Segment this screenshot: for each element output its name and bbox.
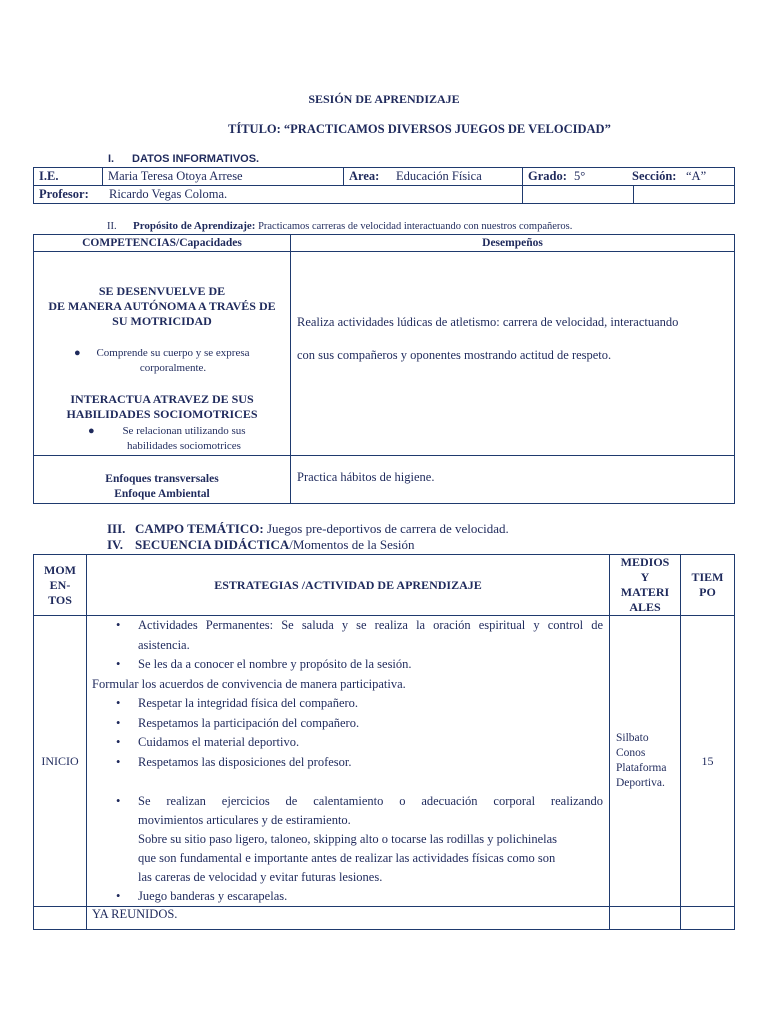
actividades-list [92,616,603,907]
enfoque-desc: Practica hábitos de higiene. [297,470,435,484]
competencias-cell [34,252,291,456]
acuerdo-text: Cuidamos el material deportivo. [138,735,300,749]
desempeno-line-2: con sus compañeros y oponentes mostrando actitud de respeto. [297,348,612,362]
competencias-row [34,252,735,456]
medios-header-line: MATERI [620,585,670,599]
medio-item: Plataforma [616,762,667,774]
calentamiento-text-cont: las careras de velocidad y evitar futuras lesiones. [138,870,383,884]
formular-text: Formular los acuerdos de convivencia de manera participativa. [92,676,406,691]
medios-header-line: Y [640,570,650,584]
seccion-label: Sección: [632,169,677,183]
bullet-icon: • [116,696,121,710]
bullet-icon: ● [74,347,81,359]
activity-text: Se les da a conocer el nombre y propósito de la sesión. [138,657,412,671]
secuencia-line [107,537,415,553]
competencia-2 [34,392,290,422]
competencia-1-line: DE MANERA AUTÓNOMA A TRAVÉS DE [48,299,276,313]
proposito-line [107,220,572,232]
acuerdo-item [92,733,603,753]
momentos-header-line: MOM [44,562,76,577]
proposito-label: Propósito de Aprendizaje: [133,220,256,232]
secuencia-suffix: /Momentos de la Sesión [289,537,415,552]
secuencia-table [33,554,735,930]
competencia-2-line: INTERACTUA ATRAVEZ DE SUS [70,392,254,406]
actividades-cell [87,616,610,907]
enfoque-desc-cell [291,456,735,504]
competencias-header: COMPETENCIAS/Capacidades [34,235,291,252]
capacidad-2-line: Se relacionan utilizando sus [122,425,246,437]
momentos-header-line: TOS [48,592,72,607]
acuerdo-text: Respetamos las disposiciones del profesor. [138,754,352,769]
capacidad-1-line: Comprende su cuerpo y se expresa [96,347,250,359]
ie-label: I.E. [34,168,103,186]
activity-text: Actividades Permanentes: Se saluda y se realiza la oración espiritual y control de [138,618,603,632]
acuerdo-item [92,714,603,734]
enfoque-cell [34,456,291,504]
profesor-label: Profesor: [39,187,89,201]
inicio-row [34,616,735,907]
proposito-text: Practicamos carreras de velocidad interactuando con nuestros compañeros. [258,221,573,232]
campo-label: CAMPO TEMÁTICO: [135,521,264,536]
profesor-cell [34,186,523,204]
medios-header-line: ALES [629,600,661,614]
enfoque-row [34,456,735,504]
bullet-icon: • [116,794,121,808]
momentos-header [34,555,87,616]
bullet-icon: • [116,735,121,749]
calentamiento-text-cont: que son fundamental e importante antes de realizar las actividades físicas como son [138,851,556,865]
capacidad-1-line: corporalmente. [139,361,207,374]
secuencia-header-row [34,555,735,616]
competencia-2-line: HABILIDADES SOCIOMOTRICES [66,407,258,421]
campo-number: III. [107,521,126,536]
competencia-1-line: SE DESENVUELVE DE [98,284,226,298]
area-value: Educación Física [396,169,482,183]
bullet-icon: • [116,889,121,903]
grado-label: Grado: [528,169,567,183]
profesor-empty-cell [523,186,634,204]
proposito-number: II. [107,221,117,232]
medios-cell [610,616,681,907]
reunidos-cell: YA REUNIDOS. [87,907,610,930]
competencia-1 [34,284,290,329]
bullet-icon: • [116,618,121,632]
profesor-value: Ricardo Vegas Coloma. [109,187,228,201]
calentamiento-item [92,792,603,811]
competencias-table [33,234,735,504]
reunidos-empty-cell [681,907,735,930]
acuerdo-item [92,694,603,714]
bullet-icon: • [116,657,121,671]
session-heading: SESIÓN DE APRENDIZAJE [308,92,460,106]
secuencia-number: IV. [107,537,124,552]
medios-header [610,555,681,616]
capacidad-2 [88,424,280,453]
campo-text: Juegos pre-deportivos de carrera de velocidad. [266,521,509,536]
acuerdo-text: Respetamos la participación del compañero. [138,715,360,730]
profesor-empty-cell-2 [634,186,735,204]
juego-text: Juego banderas y escarapelas. [138,889,288,903]
calentamiento-text-cont: movimientos articulares y de estiramiento. [138,813,351,827]
activity-item [92,616,603,636]
datos-section-heading [108,153,259,165]
medios-header-line: MEDIOS [620,555,670,569]
activity-item [92,655,603,675]
moment-inicio: INICIO [34,616,87,907]
tiempo-header-line: TIEM [691,570,724,584]
desempenos-header: Desempeños [291,235,735,252]
tiempo-header [681,555,735,616]
desempeno-line-1: Realiza actividades lúdicas de atletismo: carrera de velocidad, interactuando [297,315,679,329]
acuerdo-item [92,753,603,773]
reunidos-empty-cell [610,907,681,930]
seccion-value: “A” [686,169,707,183]
enfoque-line: Enfoques transversales [105,473,219,485]
tiempo-cell: 15 [681,616,735,907]
bullet-icon: • [116,754,121,769]
medio-item: Deportiva. [616,777,665,789]
area-label: Area: [349,169,380,183]
reunidos-empty-cell [34,907,87,930]
campo-line [107,521,509,537]
medio-item: Silbato [616,732,649,744]
calentamiento-text-cont: Sobre su sitio paso ligero, taloneo, skipping alto o tocarse las rodillas y polichinelas [138,832,558,846]
area-cell [344,168,523,186]
capacidad-2-line: habilidades sociomotrices [127,439,241,452]
bullet-icon: ● [88,425,95,437]
medio-item: Conos [616,747,646,759]
datos-table [33,167,735,204]
calentamiento-text: Se realizan ejercicios de calentamiento o adecuación corporal realizando [138,794,603,808]
estrategias-header: ESTRATEGIAS /ACTIVIDAD DE APRENDIZAJE [87,555,610,616]
activity-text-cont: asistencia. [138,637,190,652]
grado-value: 5° [574,169,586,183]
tiempo-header-line: PO [699,585,716,599]
reunidos-row [34,907,735,930]
grado-seccion-cell [523,168,735,186]
capacidad-1 [74,346,272,375]
secuencia-label: SECUENCIA DIDÁCTICA [135,537,290,552]
desempeno-cell [291,252,735,456]
bullet-icon: • [116,715,121,730]
datos-section-label: DATOS INFORMATIVOS. [132,153,260,165]
juego-item [92,887,603,907]
competencias-header-row [34,235,735,252]
ie-value: Maria Teresa Otoya Arrese [103,168,344,186]
datos-row-profesor [34,186,735,204]
competencia-1-line: SU MOTRICIDAD [112,314,212,328]
enfoque-line: Enfoque Ambiental [114,488,210,500]
session-title: TÍTULO: “PRACTICAMOS DIVERSOS JUEGOS DE VELOCIDAD” [228,122,611,136]
momentos-header-line: EN- [49,577,71,592]
datos-row-ie [34,168,735,186]
acuerdo-text: Respetar la integridad física del compañero. [138,696,359,710]
datos-section-number: I. [108,153,115,165]
